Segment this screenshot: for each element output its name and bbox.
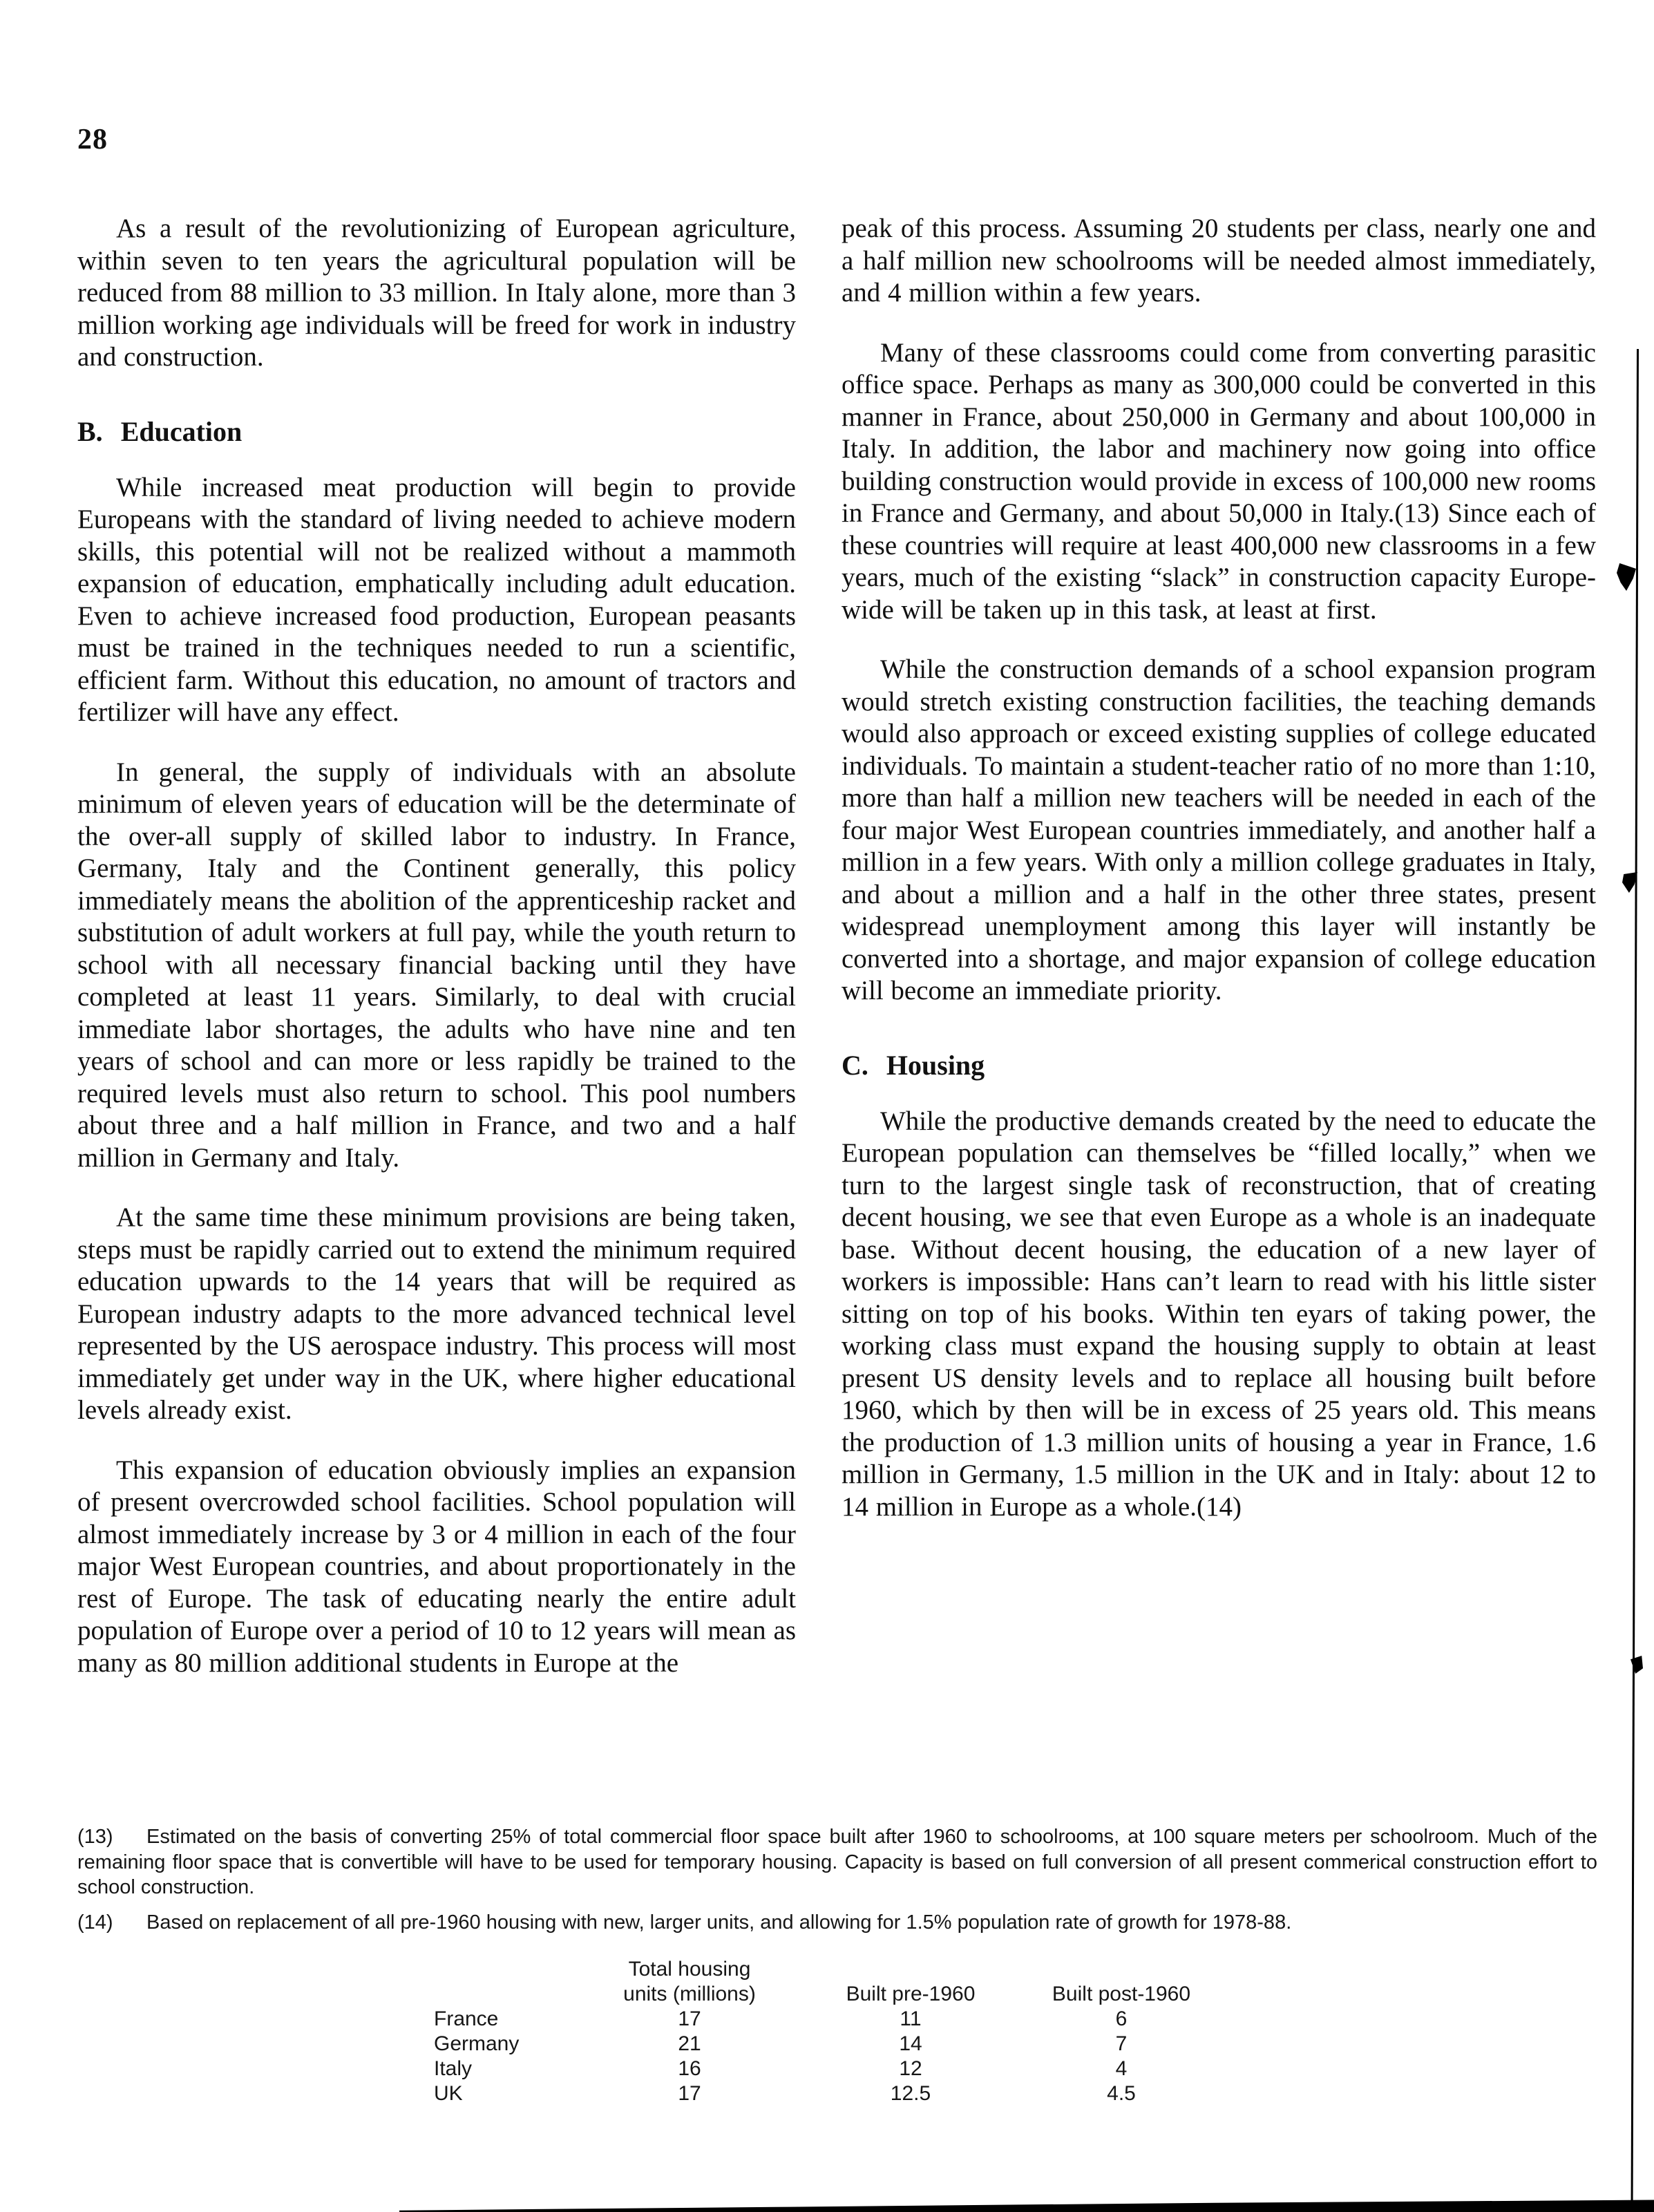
footnote-14-label: (14) [77, 1911, 113, 1934]
cell-pre: 14 [899, 2032, 922, 2055]
cell-total: 17 [678, 2082, 701, 2105]
cell-pre: 12 [899, 2057, 922, 2080]
section-heading-housing [842, 1049, 1596, 1082]
section-title: Education [120, 415, 243, 447]
cell-post: 4.5 [1107, 2082, 1136, 2105]
footnote-13-label: (13) [77, 1826, 113, 1848]
cell-total: 16 [678, 2057, 701, 2080]
paragraph-agriculture: As a result of the revolutionizing of European agriculture, within seven to ten years the agricultural population will be reduced from 88 million to 33 million. In Italy alone, more than 3 million working age individuals will be freed for work in industry and construction. [77, 214, 796, 372]
table-row-italy [434, 2057, 1228, 2081]
table-row-germany [434, 2032, 1228, 2057]
table-header-row [434, 1957, 1228, 2007]
housing-units-table [434, 1957, 1228, 2106]
paragraph-minimum-provisions: At the same time these minimum provisions are being taken, steps must be rapidly carried out to extend the minimum required education upwards to the 14 years that will be required as European industry adapts to the more advanced technical level represented by the US aerospace industry. This process will most immediately get under way in the UK, where higher educational levels already exist. [77, 1202, 796, 1425]
scan-artifact-page-edge-line [1631, 349, 1639, 2204]
section-heading-education [77, 415, 796, 448]
page-number: 28 [77, 124, 108, 155]
table-row-uk [434, 2081, 1228, 2106]
header-built-pre-1960: Built pre-1960 [846, 1983, 976, 2005]
header-total-housing: Total housing units (millions) [623, 1958, 756, 2005]
cell-pre: 11 [900, 2007, 922, 2030]
section-letter: C. [842, 1049, 868, 1081]
paragraph-classrooms-conversion: Many of these classrooms could come from converting parasitic office space. Perhaps as many as 300,000 could be converted in this manner in France, about 250,000 in Germany and about 100,000 in Italy. In addition, the labor and machinery now going into office building construction would provide in excess of 100,000 new rooms in France and Germany, and about 50,000 in Italy.(13) Since each of these countries will require at least 400,000 new classrooms in a few years, much of the existing “slack” in construction capacity Europe-wide will be taken up in this task, at least at first. [842, 337, 1596, 625]
paragraph-skilled-labor: In general, the supply of individuals with an absolute minimum of eleven years of education will be the determinate of the over-all supply of skilled labor to industry. In France, Germany, Italy and the Continent generally, this policy immediately means the abolition of the apprenticeship racket and substitution of adult workers at full pay, while the youth return to school with all necessary financial backing until they have completed at least 11 years. Similarly, to deal with crucial immediate labor shortages, the adults who have nine and ten years of school and can more or less rapidly be trained to the required levels must also return to school. This pool numbers about three and a half million in France, and two and a half million in Germany and Italy. [77, 757, 796, 1173]
paragraph-housing-demand: While the productive demands created by the need to educate the European population can themselves be “filled locally,” when we turn to the largest single task of reconstruction, that of creating decent housing, we see that even Europe as a whole is an inadequate base. Without decent housing, the education of a new layer of workers is impossible: Hans can’t learn to read with his little sister sitting on top of his books. Within ten eyars of taking power, the working class must expand the housing supply to obtain at least present US density levels and to replace all housing built before 1960, which by then will be in excess of 25 years old. This means the production of 1.3 million units of housing a year in France, 1.6 million in Germany, 1.5 million in the UK and in Italy: about 12 to 14 million in Europe as a whole.(14) [842, 1106, 1596, 1522]
footnote-13 [77, 1824, 1597, 1900]
cell-total: 21 [678, 2032, 701, 2055]
left-column [77, 213, 796, 1679]
cell-pre: 12.5 [890, 2082, 931, 2105]
paragraph-school-expansion: This expansion of education obviously implies an expansion of present overcrowded school facilities. School population will almost immediately increase by 3 or 4 million in each of the four major West European countries, and about proportionately in the rest of Europe. The task of educating nearly the entire adult population of Europe over a period of 10 to 12 years will mean as many as 80 million additional students in Europe at the [77, 1455, 796, 1678]
cell-country: Germany [434, 2032, 520, 2055]
footnotes-section [77, 1824, 1597, 1935]
footnote-14 [77, 1910, 1597, 1936]
cell-country: UK [434, 2082, 463, 2105]
header-built-post-1960: Built post-1960 [1052, 1983, 1191, 2005]
cell-total: 17 [678, 2007, 701, 2030]
scan-artifact-ink-blob [1617, 563, 1636, 591]
right-column [842, 213, 1596, 1523]
cell-country: France [434, 2007, 499, 2030]
footnote-13-text: Estimated on the basis of converting 25% of total commercial floor space built after 1960 to schoolrooms, at 100 square meters per schoolroom. Much of the remaining floor space that is convertible will have to be used for temporary housing. Capacity is based on full conversion of all present commerical construction effort to school construction. [77, 1826, 1597, 1898]
cell-post: 7 [1115, 2032, 1128, 2055]
section-title: Housing [886, 1049, 985, 1081]
footnote-14-text: Based on replacement of all pre-1960 housing with new, larger units, and allowing for 1.5% population rate of growth for 1978-88. [146, 1911, 1292, 1934]
paragraph-peak-process: peak of this process. Assuming 20 students per class, nearly one and a half million new schoolrooms will be needed almost immediately, and 4 million within a few years. [842, 214, 1596, 308]
cell-country: Italy [434, 2057, 473, 2080]
cell-post: 6 [1115, 2007, 1128, 2030]
paragraph-meat-production: While increased meat production will begin to provide Europeans with the standard of living needed to achieve modern skills, this potential will not be realized without a mammoth expansion of education, emphatically including adult education. Even to achieve increased food production, European peasants must be trained in the techniques needed to run a scientific, efficient farm. Without this education, no amount of tractors and fertilizer will have any effect. [77, 472, 796, 727]
scan-artifact-bottom-shadow [399, 2199, 1654, 2212]
cell-post: 4 [1115, 2057, 1128, 2080]
paragraph-teacher-demand: While the construction demands of a school expansion program would stretch existing construction facilities, the teaching demands would also approach or exceed existing supplies of college educated individuals. To maintain a student-teacher ratio of no more than 1:10, more than half a million new teachers will be needed in each of the four major West European countries immediately, and another half a million in a few years. With only a million college graduates in Italy, and about a million and a half in the other three states, present widespread unemployment among this layer will instantly be converted into a shortage, and major expansion of college education will become an immediate priority. [842, 654, 1596, 1005]
header-country-blank [434, 1957, 572, 2007]
section-letter: B. [77, 415, 103, 447]
table-row-france [434, 2007, 1228, 2032]
